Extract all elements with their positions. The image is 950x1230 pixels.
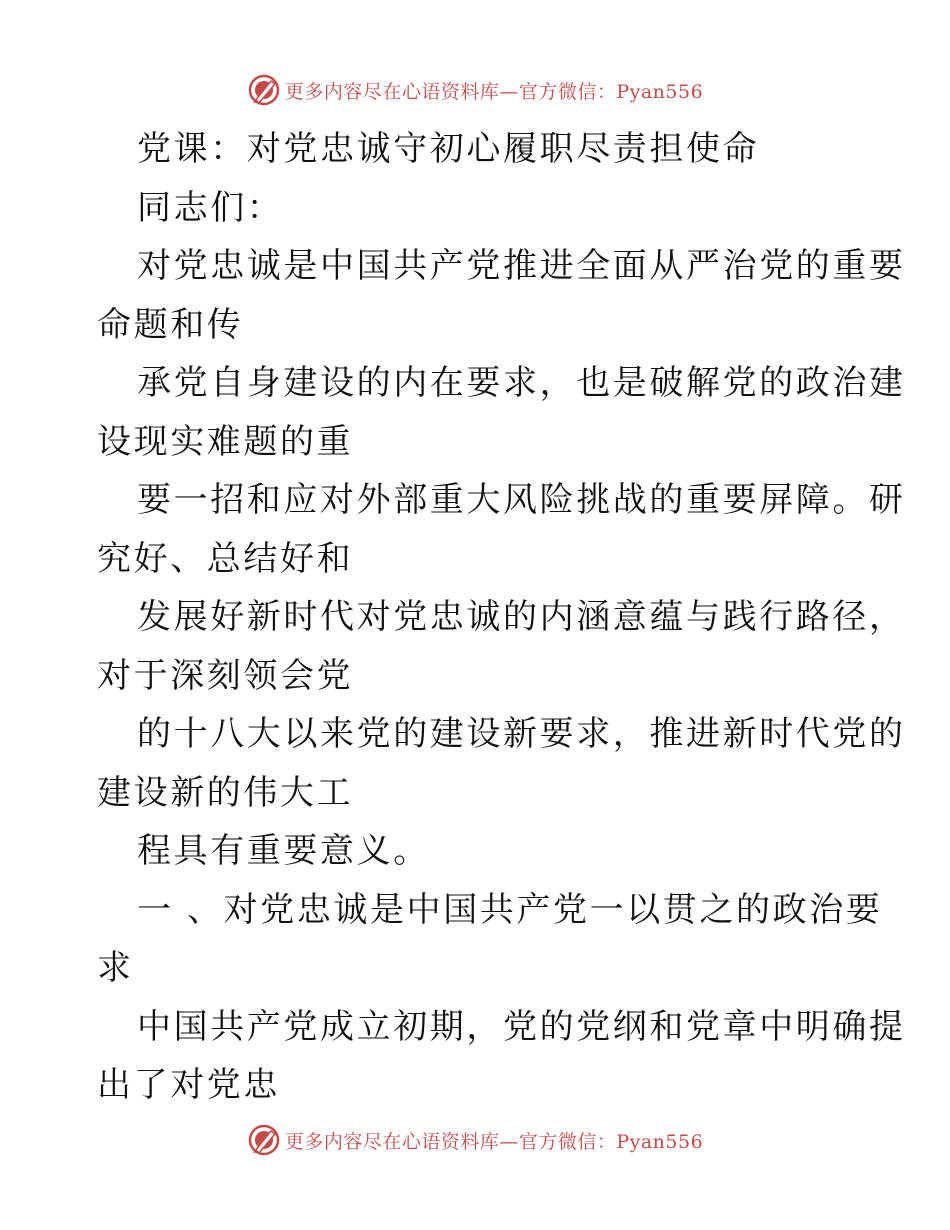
watermark-text: 更多内容尽在心语资料库—官方微信：Pyan556 [284,80,704,103]
document-body [97,120,906,1115]
paragraph-line: 命题和传 [97,304,244,345]
paragraph-line: 要一招和应对外部重大风险挑战的重要屏障。研 [137,480,906,520]
paragraph-line: 设现实难题的重 [97,421,354,462]
paragraph-line: 同志们： [137,187,284,228]
document-title: 党课：对党忠诚守初心履职尽责担使命 [137,129,760,169]
watermark-text: 更多内容尽在心语资料库—官方微信：Pyan556 [284,1130,704,1153]
paragraph-line: 的十八大以来党的建设新要求，推进新时代党的 [137,714,906,754]
header-watermark [0,70,950,110]
footer-watermark [0,1120,950,1160]
paragraph-line: 建设新的伟大工 [97,772,354,813]
paragraph-line: 出了对党忠 [97,1065,280,1105]
paragraph-line: 发展好新时代对党忠诚的内涵意蕴与践行路径， [137,597,906,637]
paragraph-line: 对党忠诚是中国共产党推进全面从严治党的重要 [137,246,906,286]
paragraph-line: 程具有重要意义。 [137,831,430,871]
paragraph-line: 中国共产党成立初期，党的党纲和党章中明确提 [137,1006,906,1047]
section-heading-continued: 求 [97,948,134,988]
paragraph-line: 承党自身建设的内在要求，也是破解党的政治建 [137,363,906,403]
paragraph-line: 究好、总结好和 [97,538,354,579]
pen-logo-icon [247,1123,281,1157]
pen-logo-icon [247,73,281,107]
section-heading: 一 、对党忠诚是中国共产党一以贯之的政治要 [137,889,883,930]
paragraph-line: 对于深刻领会党 [97,655,354,696]
